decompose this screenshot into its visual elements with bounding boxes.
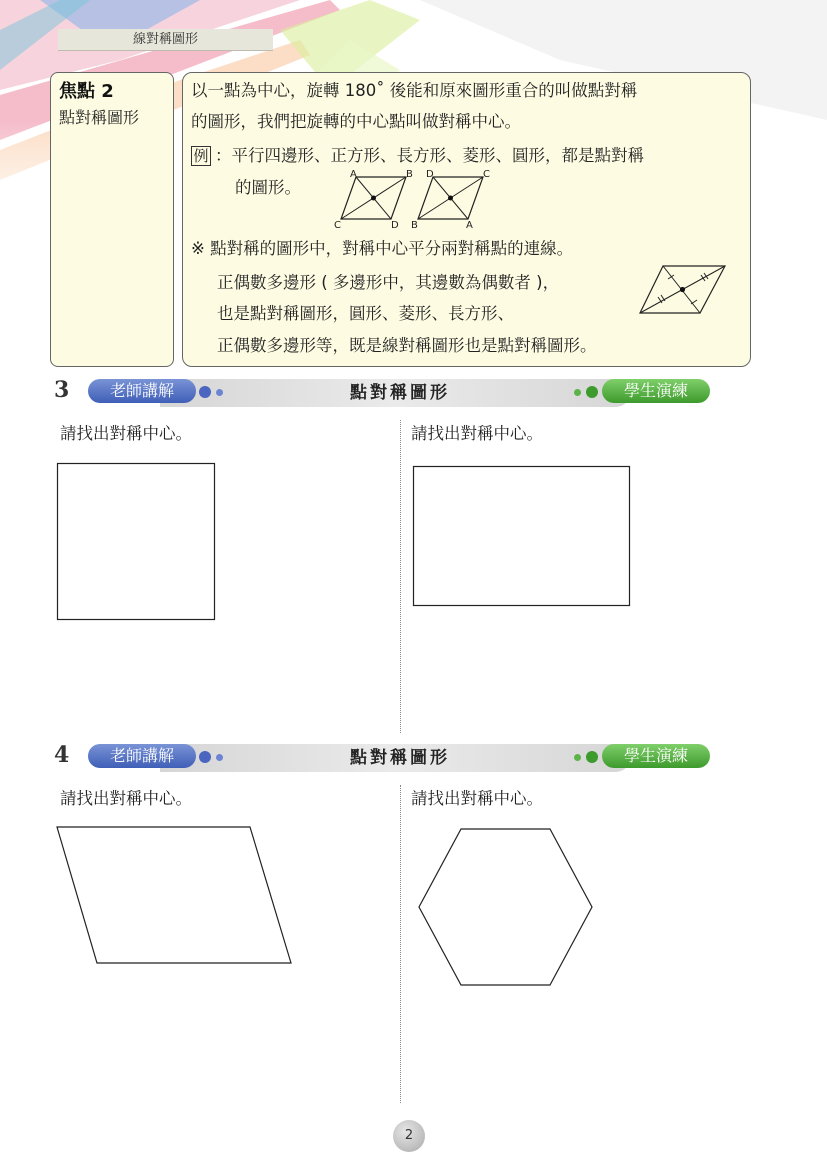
dot-icon [199, 386, 211, 398]
dot-icon [574, 389, 581, 396]
note-line-1: ※ 點對稱的圖形中，對稱中心平分兩對稱點的連線。 [191, 239, 574, 258]
focus-line-1: 以一點為中心，旋轉 180˚ 後能和原來圖形重合的叫做點對稱 [191, 81, 638, 100]
rhombus-figure [638, 261, 728, 321]
right-prompt: 請找出對稱中心。 [411, 424, 543, 443]
center-dot [371, 196, 376, 201]
vertex-label: B [406, 169, 413, 180]
left-prompt: 請找出對稱中心。 [60, 789, 192, 808]
dot-icon [574, 754, 581, 761]
student-practice-badge: 學生演練 [602, 744, 710, 768]
section-bar-3 [0, 375, 827, 411]
vertex-label: D [391, 220, 399, 229]
section-title: 點對稱圖形 [350, 748, 450, 768]
section-title: 點對稱圖形 [350, 383, 450, 403]
focus-label-box [50, 72, 174, 367]
example-line-2: 的圖形。 [235, 178, 301, 197]
student-practice-badge: 學生演練 [602, 379, 710, 403]
note-line-2: 正偶數多邊形 ( 多邊形中，其邊數為偶數者 )， [217, 273, 560, 292]
hexagon-figure [416, 826, 596, 988]
teacher-explain-badge: 老師講解 [88, 744, 196, 768]
dot-icon [216, 754, 223, 761]
dot-icon [199, 751, 211, 763]
section-number: 3 [54, 377, 70, 403]
center-dot [680, 287, 685, 292]
example-text: ：平行四邊形、正方形、長方形、菱形、圓形，都是點對稱 [215, 146, 644, 165]
vertex-label: B [411, 220, 418, 229]
parallelogram-figure [55, 825, 295, 967]
focus-subtitle: 點對稱圖形 [59, 108, 140, 127]
rectangle-figure [411, 464, 633, 609]
column-divider [400, 420, 401, 733]
vertex-label: A [350, 169, 357, 180]
tick-mark [701, 275, 705, 281]
left-prompt: 請找出對稱中心。 [60, 424, 192, 443]
vertex-label: C [483, 169, 490, 180]
example-line [191, 145, 644, 167]
note-line-4: 正偶數多邊形等，既是線對稱圖形也是點對稱圖形。 [217, 336, 597, 355]
example-mark: 例 [191, 146, 211, 166]
focus-title: 焦點 2 [59, 81, 114, 102]
square-figure [55, 462, 219, 622]
vertex-label: C [334, 220, 341, 229]
focus-content-box [182, 72, 751, 367]
dot-icon [216, 389, 223, 396]
chapter-header-tab: 線對稱圖形 [58, 29, 273, 51]
section-bar-4 [0, 740, 827, 776]
vertex-label: D [426, 169, 434, 180]
right-prompt: 請找出對稱中心。 [411, 789, 543, 808]
center-dot [448, 196, 453, 201]
vertex-label: A [466, 220, 473, 229]
note-line-3: 也是點對稱圖形，圓形、菱形、長方形、 [217, 304, 514, 323]
column-divider [400, 785, 401, 1103]
page-number: 2 [393, 1120, 425, 1152]
dot-icon [586, 751, 598, 763]
example-parallelograms [333, 169, 493, 229]
dot-icon [586, 386, 598, 398]
focus-line-2: 的圖形，我們把旋轉的中心點叫做對稱中心。 [191, 112, 521, 131]
teacher-explain-badge: 老師講解 [88, 379, 196, 403]
section-number: 4 [54, 742, 70, 768]
